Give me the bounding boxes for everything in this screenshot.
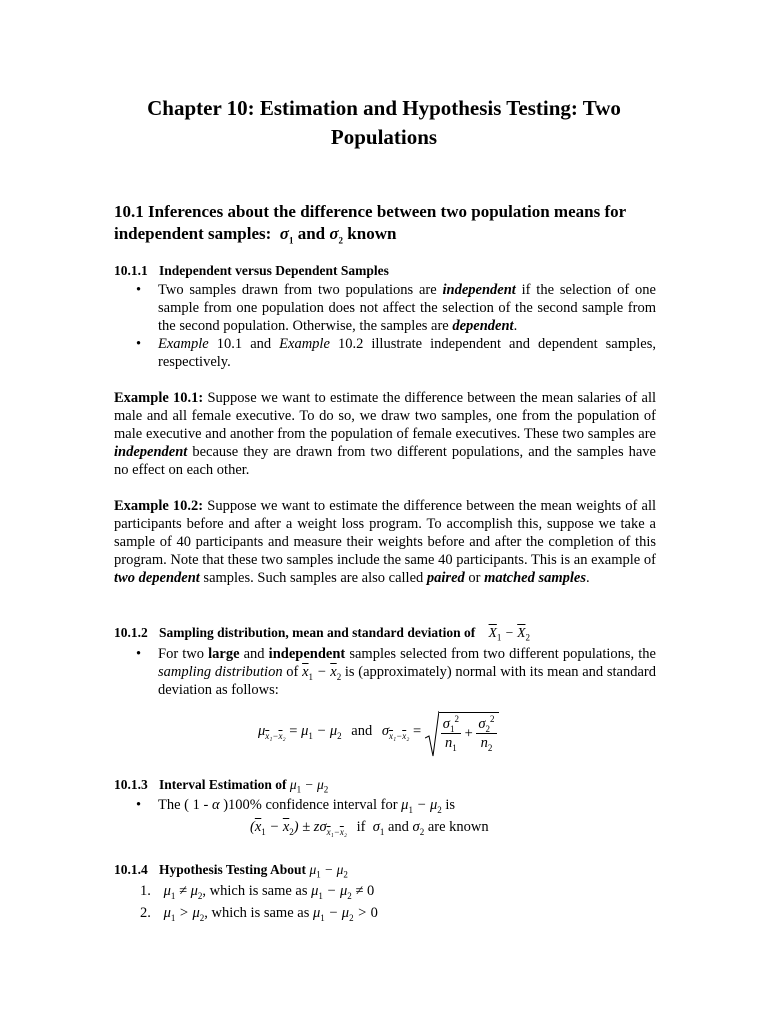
example-10-2-paragraph: Example 10.2: Suppose we want to estimate the difference between the mean weights of all participants before and after a weight loss program. To accomplish this, suppose we take a sample of 40 participants and measure their weights before and after the completion of this program. Note that these two samples include the same 40 participants. This is an example of two dependent samples. Such samples are also called paired or matched samples. [114, 498, 657, 586]
xbar-difference-symbol: $\overline{x}_1 - \overline{x}_2$ [302, 664, 342, 682]
section-heading-known: known [347, 224, 397, 243]
mu-difference-symbol: $\mu_1 - \mu_2$ [289, 777, 329, 795]
subsection-number: 10.1.2 [114, 625, 148, 640]
term-paired: paired [426, 570, 465, 586]
list-item: • For two large and independent samples selected from two different populations, the sampling distribution of $\overline{x}_1 - \overline{x}_2$ is (approximately) normal with its mean and standard deviation as follows: [136, 645, 656, 699]
list-item: • Example 10.1 and Example 10.2 illustrate independent and dependent samples, respectively. [136, 335, 656, 371]
list-item: • The ( 1 - α )100% confidence interval for $\mu_1 - \mu_2$ is [136, 796, 656, 814]
subsection-title: Hypothesis Testing About [159, 862, 307, 877]
term-independent: independent [442, 282, 516, 298]
mean-sd-formula: $\mu_{\overline{x}_1-\overline{x}_2} = \mu_1 - \mu_2$ and $\sigma_{\overline{x}_1-\overline{x}_2}$ = $\frac{\sigma_1^2}{n_1}$ + $\frac{\sigma_2^2}{n_2}$ [258, 712, 499, 752]
subsection-number: 10.1.3 [114, 777, 148, 792]
subsection-heading-10-1-3 [114, 776, 328, 794]
square-root-icon: $\frac{\sigma_1^2}{n_1}$ + $\frac{\sigma_2^2}{n_2}$ [425, 712, 499, 752]
example-10-1-paragraph: Example 10.1: Suppose we want to estimate the difference between the mean salaries of all male and all female executive. To do so, we draw two samples, one from the population of male executive and another from the population of female executives. These two samples are independent because they are drawn from two different populations, and the samples have no effect on each other. [114, 390, 656, 478]
subsection-heading-10-1-1 [114, 262, 389, 280]
confidence-interval-formula: $(\overline{x}_1 - \overline{x}_2) \pm z\sigma_{\overline{x}_1-\overline{x}_2}$ if $\sigma_1$ and $\sigma_2$ are known [250, 819, 489, 837]
subsection-title: Interval Estimation of [159, 777, 287, 792]
list-item: • Two samples drawn from two populations are independent if the selection of one sample from one population does not affect the selection of the second sample from the second population. Otherwise, the samples are dependent. [136, 281, 656, 335]
term-independent: independent [114, 444, 188, 460]
bullet-list-10-1-1 [136, 281, 656, 371]
list-item: 2. $\mu_1 > \mu_2$, which is same as $\mu_1 - \mu_2 > 0$ [140, 905, 378, 923]
section-heading-and: and [297, 224, 326, 243]
bullet-list-10-1-2 [136, 645, 656, 699]
subsection-number: 10.1.4 [114, 862, 148, 877]
term-dependent: dependent [452, 318, 514, 334]
sigma1-symbol: $\sigma_1$ [275, 224, 294, 246]
subsection-number: 10.1.1 [114, 263, 148, 278]
term-matched-samples: matched samples [484, 570, 587, 586]
subsection-heading-10-1-4 [114, 861, 348, 879]
example-label: Example 10.2: [114, 498, 204, 514]
list-item: 1. $\mu_1 \ne \mu_2$, which is same as $\mu_1 - \mu_2 \ne 0$ [140, 883, 375, 901]
term-two-dependent: two dependent [114, 570, 200, 586]
sigma2-symbol: $\sigma_2$ [329, 224, 344, 246]
xbar-difference-symbol: $\overline{X}_1 - \overline{X}_2$ [488, 625, 530, 643]
chapter-title: Chapter 10: Estimation and Hypothesis Testing: Two Populations [147, 96, 621, 149]
section-heading-text: 10.1 Inferences about the difference between two population means for independent samples: [114, 202, 626, 243]
example-label: Example 10.1: [114, 390, 204, 406]
subsection-heading-10-1-2 [114, 624, 530, 642]
mu-difference-symbol: $\mu_1 - \mu_2$ [309, 862, 348, 880]
subsection-title: Sampling distribution, mean and standard deviation of [159, 625, 476, 640]
subsection-title: Independent versus Dependent Samples [159, 263, 389, 278]
section-heading [114, 201, 660, 245]
formula-and: and [351, 723, 373, 740]
bullet-list-10-1-3 [136, 796, 656, 814]
